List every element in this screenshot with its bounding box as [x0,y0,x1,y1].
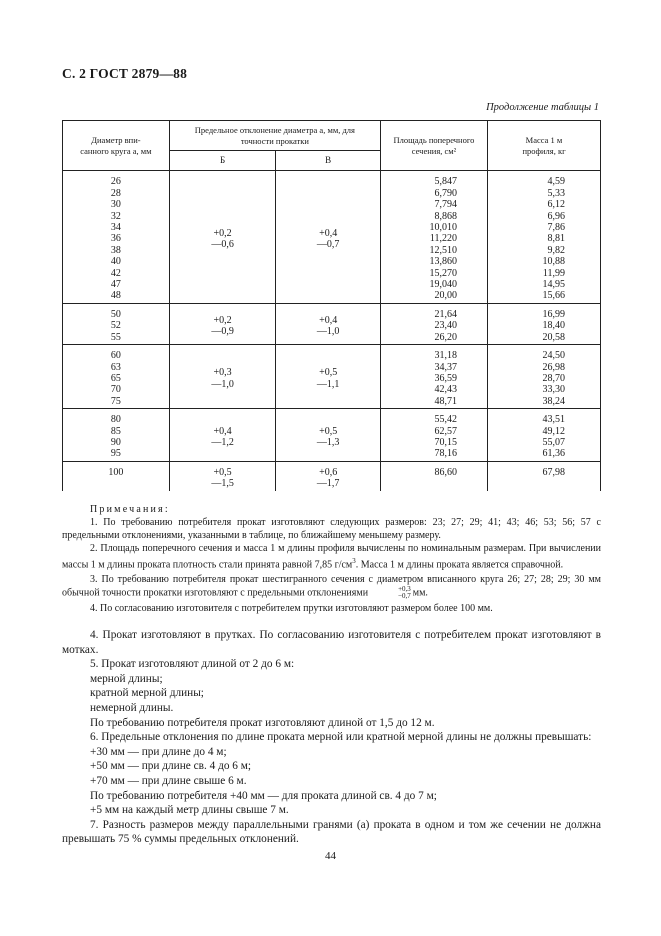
area-value: 55,42 [434,414,457,426]
area-value: 19,040 [429,279,457,291]
diameter-value: 34 [110,222,121,234]
tolerance-value: —1,3 [316,436,340,448]
tolerance-b-cell [169,303,276,344]
note-2 [62,542,601,571]
tolerance-lower: −0,7 [398,592,411,601]
mass-value: 14,95 [542,279,565,291]
note-1: 1. По требованию потребителя прокат изготовляют следующих размеров: 23; 27; 29; 41; 43; 46; 53; 56; 57 с предельными отклонениями, указанными в таблице, по ближайшему меньшему размеру. [62,517,601,541]
diameter-value: 63 [110,361,121,373]
para-6: 6. Предельные отклонения по длине проката мерной или кратной мерной длины не должны превышать: [90,731,592,744]
area-value: 5,847 [434,176,457,188]
tolerance-value: —0,9 [211,325,234,337]
area-value: 78,16 [434,448,457,460]
area-cell [380,345,487,409]
note-3-unit: мм. [412,587,428,599]
mass-value: 33,30 [542,384,565,396]
tolerance-b-cell [169,345,276,409]
area-value: 34,37 [434,361,457,373]
diameter-value: 47 [110,279,121,291]
area-value: 10,010 [429,222,457,234]
area-value: 48,71 [434,395,457,407]
mass-value: 20,58 [542,331,565,343]
table-row [63,409,601,462]
diameter-cell [63,409,170,462]
page-number: 44 [325,850,336,862]
mass-value: 43,51 [542,414,565,426]
header-area: Площадь поперечного сечения, см² [380,121,487,171]
diameter-value: 30 [110,199,121,211]
table-row [63,345,601,409]
para-5: 5. Прокат изготовляют длиной от 2 до 6 м: [90,658,295,671]
para-7: 7. Разность размеров между параллельными гранями (а) проката в одном и том же сечении не должна превышать 75 % суммы предельных отклонений. [62,818,601,846]
area-value: 36,59 [434,372,457,384]
tolerance-value: —1,0 [316,325,340,337]
mass-value: 6,12 [547,199,565,211]
tolerance-value: —1,5 [211,478,234,490]
mass-value: 5,33 [547,187,565,199]
dimensions-table [62,120,601,491]
diameter-value: 85 [110,425,121,437]
header-diameter: Диаметр впи- санного круга а, мм [63,121,170,171]
notes-title: Примечания: [90,504,170,515]
mass-value: 16,99 [542,308,565,320]
tolerance-b-cell [169,409,276,462]
tolerance-v-cell [276,409,381,462]
body-text [62,628,601,847]
table-body [63,171,601,491]
diameter-value: 48 [110,290,121,302]
mass-cell [488,171,601,303]
area-value: 42,43 [434,384,457,396]
tolerance-v-cell [276,345,381,409]
tolerance-v-cell [276,171,381,303]
para-6-item: +50 мм — при длине св. 4 до 6 м; [90,760,252,773]
diameter-value: 42 [110,267,121,279]
area-value: 20,00 [434,290,457,302]
diameter-cell [63,461,170,490]
diameter-value: 65 [110,372,121,384]
mass-value: 4,59 [547,176,565,188]
area-value: 6,790 [434,187,457,199]
tolerance-value: +0,4 [319,227,338,239]
diameter-value: 100 [108,466,124,478]
area-value: 70,15 [434,436,457,448]
diameter-value: 75 [110,395,121,407]
mass-value: 15,66 [542,290,565,302]
table-row [63,171,601,303]
tolerance-value: +0,4 [319,314,338,326]
diameter-value: 60 [110,350,121,362]
header-tolerance: Предельное отклонение диаметра а, мм, для точности прокатки [169,121,380,151]
tolerance-value: +0,2 [213,227,232,239]
mass-cell [488,409,601,462]
notes-section [62,503,601,615]
diameter-cell [63,303,170,344]
mass-value: 61,36 [542,448,565,460]
area-value: 11,220 [429,233,457,245]
area-value: 21,64 [434,308,457,320]
tolerance-value: +0,6 [319,466,338,478]
tolerance-v-cell [276,461,381,490]
area-cell [380,409,487,462]
diameter-value: 28 [110,187,121,199]
tolerance-upper: +0,3 [398,585,411,594]
area-value: 86,60 [434,466,457,478]
area-value: 23,40 [434,320,457,332]
diameter-value: 95 [110,448,121,460]
mass-cell [488,345,601,409]
area-value: 8,868 [434,210,457,222]
para-6-item: +30 мм — при длине до 4 м; [90,745,227,758]
tolerance-value: +0,5 [319,367,338,379]
diameter-value: 26 [110,176,121,188]
tolerance-value: +0,5 [319,425,338,437]
para-6-item: +70 мм — при длине свыше 6 м. [90,774,247,787]
tolerance-b-cell [169,171,276,303]
tolerance-value: —1,7 [316,478,340,490]
mass-value: 24,50 [542,350,565,362]
tolerance-value: —0,6 [211,239,234,251]
tolerance-value: +0,3 [213,367,232,379]
mass-value: 26,98 [542,361,565,373]
diameter-value: 32 [110,210,121,222]
area-value: 7,794 [434,199,457,211]
diameter-value: 70 [110,384,121,396]
diameter-value: 40 [110,256,121,268]
area-cell [380,171,487,303]
mass-value: 38,24 [542,395,565,407]
mass-cell [488,461,601,490]
diameter-value: 55 [110,331,121,343]
para-5-item: немерной длины. [90,701,174,714]
diameter-value: 50 [110,308,121,320]
note-2-superscript: 3 [352,557,356,565]
header-precision-v: В [276,151,381,171]
mass-value: 7,86 [547,222,565,234]
diameter-value: 90 [110,436,121,448]
para-6-note: По требованию потребителя +40 мм — для проката длиной св. 4 до 7 м; [90,789,437,802]
tolerance-b-cell [169,461,276,490]
document-header: С. 2 ГОСТ 2879—88 [62,66,188,81]
tolerance-fraction [370,586,411,600]
tolerance-value: +0,2 [213,314,232,326]
note-4: 4. По согласованию изготовителя с потребителем прутки изготовляют размером более 100 мм. [90,603,493,615]
diameter-value: 38 [110,244,121,256]
area-cell [380,461,487,490]
tolerance-value: —1,0 [211,378,234,390]
tolerance-v-cell [276,303,381,344]
diameter-value: 80 [110,414,121,426]
mass-value: 67,98 [542,466,565,478]
area-value: 12,510 [429,244,457,256]
area-cell [380,303,487,344]
mass-cell [488,303,601,344]
header-precision-b: Б [169,151,276,171]
mass-value: 55,07 [542,436,565,448]
note-2-text: 2. Площадь поперечного сечения и масса 1 м длины профиля вычислены по номинальным размерам. При вычислении массы 1 м длины проката плотность стали принята равной 7,85 г/см [62,543,601,571]
mass-value: 49,12 [542,425,565,437]
mass-value: 18,40 [542,320,565,332]
diameter-cell [63,345,170,409]
diameter-value: 36 [110,233,121,245]
para-4: 4. Прокат изготовляют в прутках. По согласованию изготовителя с потребителем прокат изготовляют в мотках. [62,629,601,656]
tolerance-value: —1,1 [316,378,340,390]
area-value: 62,57 [434,425,457,437]
note-3-text: 3. По требованию потребителя прокат шестигранного сечения с диаметром вписанного круга 26; 27; 28; 29; 30 мм обычной точности прокатки изготовляют с предельными отклонениями [62,574,601,599]
note-2-tail: . Масса 1 м длины проката является справочной. [355,559,564,571]
para-5-item: кратной мерной длины; [90,687,204,700]
diameter-cell [63,171,170,303]
table-row [63,461,601,490]
area-value: 31,18 [434,350,457,362]
tolerance-value: —1,2 [211,436,234,448]
mass-value: 10,88 [542,256,565,268]
mass-value: 9,82 [547,244,565,256]
area-value: 26,20 [434,331,457,343]
tolerance-value: +0,5 [213,466,232,478]
mass-value: 8,81 [547,233,565,245]
tolerance-value: —0,7 [316,239,340,251]
table-continuation-label: Продолжение таблицы 1 [486,102,599,113]
header-mass: Масса 1 м профиля, кг [488,121,601,171]
diameter-value: 52 [110,320,121,332]
note-3 [62,573,601,600]
para-5-note: По требованию потребителя прокат изготовляют длиной от 1,5 до 12 м. [90,716,435,729]
table-row [63,303,601,344]
para-5-item: мерной длины; [90,672,163,685]
para-6-note: +5 мм на каждый метр длины свыше 7 м. [90,804,289,817]
mass-value: 6,96 [547,210,565,222]
area-value: 15,270 [429,267,457,279]
mass-value: 28,70 [542,372,565,384]
area-value: 13,860 [429,256,457,268]
tolerance-value: +0,4 [213,425,232,437]
mass-value: 11,99 [542,267,565,279]
